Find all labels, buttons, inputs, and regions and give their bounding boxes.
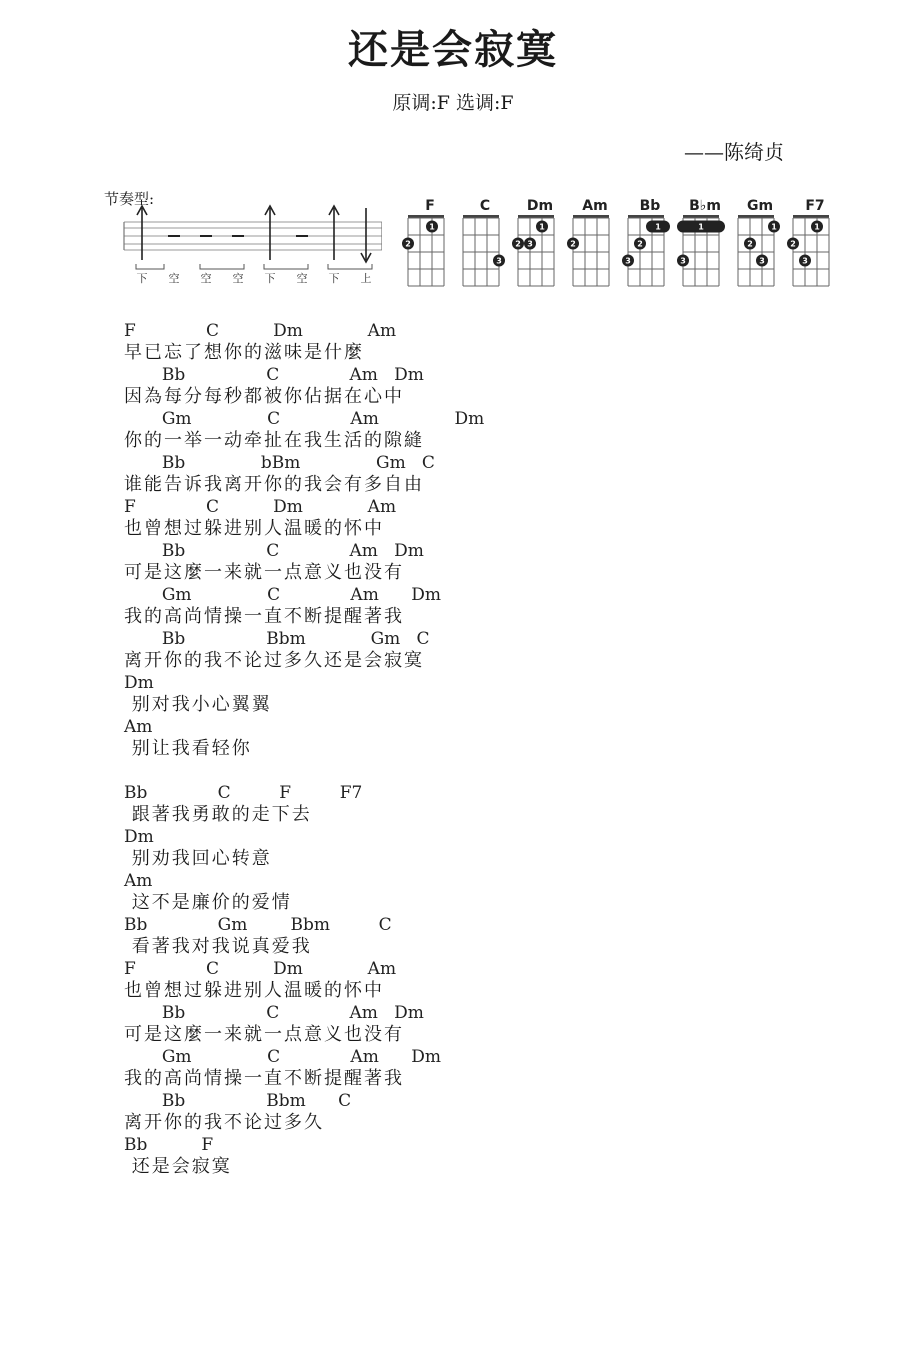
chord-line: Bb C Am Dm (124, 365, 424, 385)
svg-text:2: 2 (790, 239, 796, 249)
chord-line: Gm C Am Dm (124, 409, 485, 429)
chord-line: Am (124, 871, 153, 891)
lyric-line: 还是会寂寞 (124, 1156, 232, 1177)
chord-chart (567, 198, 609, 286)
chord-name: Dm (526, 198, 554, 214)
chord-line: F C Dm Am (124, 497, 397, 517)
chord-line: Bb bBm Gm C (124, 453, 435, 473)
svg-text:3: 3 (680, 256, 686, 266)
lyric-line: 别对我小心翼翼 (124, 694, 272, 715)
svg-text:2: 2 (637, 239, 643, 249)
svg-text:3: 3 (759, 256, 765, 266)
song-title: 还是会寂寞 (348, 26, 558, 73)
chord-chart (402, 198, 444, 286)
rhythm-pattern (120, 200, 382, 296)
strum-label: 上 (360, 272, 372, 285)
lyric-line: 别让我看轻你 (124, 738, 252, 759)
chord-name: C (479, 198, 491, 214)
chord-name: Am (582, 198, 608, 214)
chord-diagrams (398, 192, 864, 296)
lyric-line: 谁能告诉我离开你的我会有多自由 (124, 474, 424, 495)
svg-text:3: 3 (527, 239, 533, 249)
lyric-line: 这不是廉价的爱情 (124, 892, 292, 913)
lyric-line: 可是这麼一来就一点意义也没有 (124, 1024, 404, 1045)
chord-line: Bb Bbm C (124, 1091, 352, 1111)
key-info: 原调:F 选调:F (392, 92, 514, 114)
chord-name: Gm (746, 198, 774, 214)
chord-line: Bb Gm Bbm C (124, 915, 392, 935)
chord-line: F C Dm Am (124, 959, 397, 979)
chord-line: Bb C F F7 (124, 783, 363, 803)
svg-text:2: 2 (570, 239, 576, 249)
lyric-line: 我的高尚情操一直不断提醒著我 (124, 606, 404, 627)
beat-bracket (200, 264, 244, 269)
svg-text:2: 2 (405, 239, 411, 249)
chord-name: B♭m (689, 198, 721, 214)
blank-line (124, 760, 484, 782)
svg-text:1: 1 (814, 222, 820, 232)
strum-label: 空 (296, 272, 308, 285)
chord-chart (677, 198, 725, 286)
svg-text:3: 3 (496, 256, 502, 266)
artist-credit: ——陈绮贞 (684, 140, 784, 164)
rhythm-label: 节奏型: (104, 190, 155, 208)
strum-label: 空 (200, 272, 212, 285)
svg-text:1: 1 (429, 222, 435, 232)
chord-chart (622, 198, 670, 286)
lyric-line: 别劝我回心转意 (124, 848, 272, 869)
svg-text:2: 2 (747, 239, 753, 249)
svg-text:1: 1 (771, 222, 777, 232)
chord-line: Bb F (124, 1135, 214, 1155)
lyric-line: 看著我对我说真爱我 (124, 936, 312, 957)
beat-bracket (264, 264, 308, 269)
strum-label: 下 (264, 272, 276, 285)
lyric-line: 也曾想过躲进别人温暖的怀中 (124, 518, 384, 539)
beat-bracket (328, 264, 372, 269)
lyric-line: 我的高尚情操一直不断提醒著我 (124, 1068, 404, 1089)
chord-line: Gm C Am Dm (124, 585, 442, 605)
beat-bracket (136, 264, 164, 269)
svg-text:3: 3 (802, 256, 808, 266)
chord-chart (512, 198, 554, 286)
chord-line: Bb C Am Dm (124, 1003, 424, 1023)
svg-text:1: 1 (655, 222, 661, 232)
chord-line: Dm (124, 827, 154, 847)
chord-line: Bb Bbm Gm C (124, 629, 430, 649)
strum-label: 下 (328, 272, 340, 285)
chord-line: Am (124, 717, 153, 737)
svg-text:1: 1 (698, 222, 704, 232)
lyric-line: 离开你的我不论过多久 (124, 1112, 324, 1133)
chord-line: Dm (124, 673, 154, 693)
chord-name: F7 (805, 198, 825, 214)
lyric-line: 也曾想过躲进别人温暖的怀中 (124, 980, 384, 1001)
chord-line: F C Dm Am (124, 321, 397, 341)
chord-line: Bb C Am Dm (124, 541, 424, 561)
svg-text:3: 3 (625, 256, 631, 266)
strum-label: 下 (136, 272, 148, 285)
lyric-line: 跟著我勇敢的走下去 (124, 804, 312, 825)
chord-name: F (425, 198, 435, 214)
svg-text:1: 1 (539, 222, 545, 232)
chord-chart (463, 198, 505, 286)
chord-line: Gm C Am Dm (124, 1047, 442, 1067)
lyric-sheet (124, 320, 484, 1178)
lyric-line: 离开你的我不论过多久还是会寂寞 (124, 650, 424, 671)
svg-text:2: 2 (515, 239, 521, 249)
lyric-line: 早已忘了想你的滋味是什麼 (124, 342, 364, 363)
chord-name: Bb (639, 198, 661, 214)
strum-label: 空 (168, 272, 180, 285)
lyric-line: 因為每分每秒都被你佔据在心中 (124, 386, 404, 407)
chord-chart (787, 198, 829, 286)
strum-label: 空 (232, 272, 244, 285)
chord-chart (738, 198, 780, 286)
lyric-line: 你的一举一动牵扯在我生活的隙縫 (124, 430, 424, 451)
lyric-line: 可是这麼一来就一点意义也没有 (124, 562, 404, 583)
